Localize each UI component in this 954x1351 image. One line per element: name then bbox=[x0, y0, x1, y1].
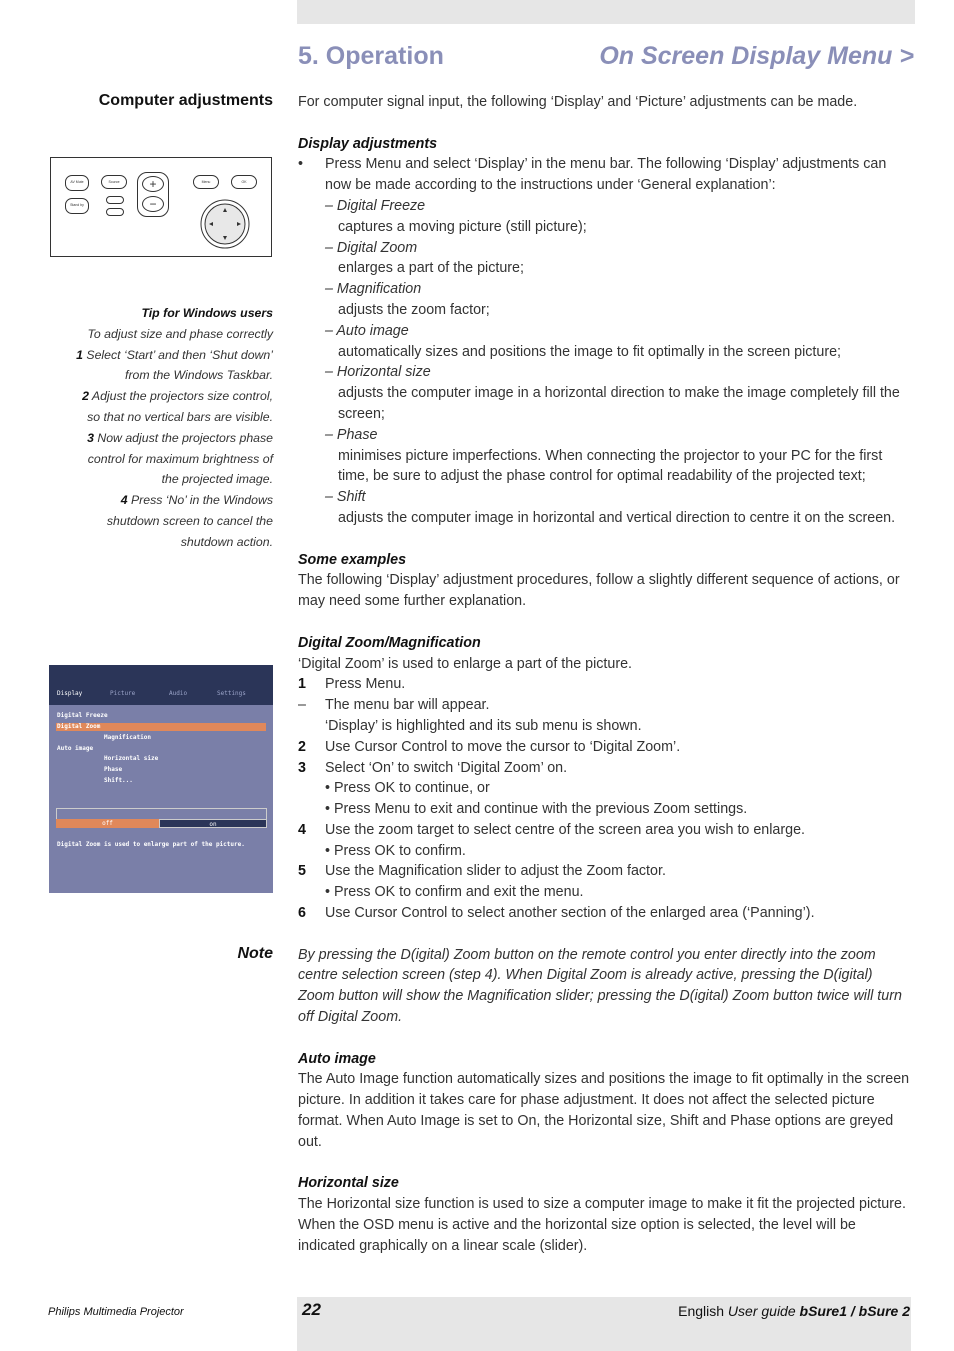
note-label: Note bbox=[237, 945, 273, 962]
horizontal-size-text: The Horizontal size function is used to size a computer image to make it fit the projected picture. When the OSD menu is active and the horizontal size option is selected, the level will be indicated graphically on a linear scale (slider). bbox=[298, 1196, 906, 1254]
osd-tab-picture: Picture bbox=[110, 690, 136, 697]
remote-control-illustration bbox=[50, 157, 272, 257]
step: 6 Use Cursor Control to select another section of the enlarged area (‘Panning’). bbox=[298, 905, 815, 922]
auto-image-text: The Auto Image function automatically sizes and positions the image to fit optimally in the screen picture. In addition it takes care for phase adjustment. It does not affect the selected picture format. When Auto Image is set to On, the Horizontal size, Shift and Phase options are greyed out. bbox=[298, 1071, 910, 1150]
footer-model: bSure1 / bSure 2 bbox=[799, 1303, 910, 1319]
osd-item: Shift... bbox=[104, 777, 133, 784]
osd-on-option: on bbox=[159, 819, 267, 828]
source-button-illustration: Source bbox=[101, 175, 127, 189]
osd-item: Phase bbox=[104, 766, 123, 773]
term: – Shift bbox=[325, 489, 366, 506]
osd-item: Digital Zoom bbox=[57, 723, 101, 730]
windows-tip bbox=[73, 303, 273, 553]
step-sub: • Press OK to confirm. bbox=[325, 842, 466, 859]
tip-step: 4 Press ‘No’ in the Windows shutdown screen to cancel the shutdown action. bbox=[106, 493, 273, 549]
term: – Magnification bbox=[325, 281, 422, 298]
step: 2 Use Cursor Control to move the cursor to ‘Digital Zoom’. bbox=[298, 738, 681, 755]
digital-zoom-intro: ‘Digital Zoom’ is used to enlarge a part of the picture. bbox=[298, 655, 633, 672]
osd-tab-audio: Audio bbox=[169, 690, 188, 697]
header-bar bbox=[297, 0, 915, 24]
small-button-illustration bbox=[106, 196, 124, 204]
osd-tab-settings: Settings bbox=[217, 690, 246, 697]
horizontal-size-heading: Horizontal size bbox=[298, 1175, 399, 1192]
minus-icon: − bbox=[142, 196, 164, 212]
tip-step: 1 Select ‘Start’ and then ‘Shut down’ from the Windows Taskbar. bbox=[76, 347, 273, 383]
examples-text: The following ‘Display’ adjustment procedures, follow a slightly different sequence of actions, or may need some further explanation. bbox=[298, 572, 900, 610]
osd-tab-display: Display bbox=[57, 690, 83, 697]
tip-intro: To adjust size and phase correctly bbox=[87, 326, 273, 341]
term: – Digital Zoom bbox=[325, 239, 418, 256]
ok-button-illustration: OK bbox=[231, 175, 257, 189]
volume-rocker-illustration bbox=[137, 172, 169, 217]
tip-step: 2 Adjust the projectors size control, so that no vertical bars are visible. bbox=[82, 389, 273, 424]
page-number: 22 bbox=[302, 1300, 321, 1319]
menu-button-illustration: Menu bbox=[193, 175, 219, 189]
subsection-title: On Screen Display Menu > bbox=[599, 42, 914, 70]
main-content bbox=[298, 92, 913, 1257]
term: – Digital Freeze bbox=[325, 197, 426, 214]
term-desc: adjusts the computer image in horizontal and vertical direction to centre it on the screen. bbox=[338, 509, 896, 526]
step-sub: • Press OK to confirm and exit the menu. bbox=[325, 884, 584, 901]
examples-heading: Some examples bbox=[298, 551, 407, 568]
term: – Phase bbox=[325, 426, 378, 443]
footer-guide bbox=[678, 1303, 910, 1319]
plus-icon: + bbox=[142, 176, 164, 192]
footer-language: English bbox=[678, 1303, 725, 1319]
osd-item: Magnification bbox=[104, 734, 151, 741]
term-desc: captures a moving picture (still picture); bbox=[338, 218, 587, 235]
cursor-control-icon bbox=[199, 198, 251, 250]
term-desc: adjusts the zoom factor; bbox=[338, 301, 490, 318]
step: 1 Press Menu. bbox=[298, 676, 406, 693]
standby-button-illustration: Stand by bbox=[65, 198, 89, 214]
display-bullet: • Press Menu and select ‘Display’ in the menu bar. The following ‘Display’ adjustments can now be made according to the instructions under ‘General explanation’: bbox=[298, 156, 887, 194]
osd-menu-bar bbox=[49, 665, 273, 705]
digital-zoom-heading: Digital Zoom/Magnification bbox=[298, 634, 481, 651]
osd-off-option: off bbox=[56, 819, 159, 828]
osd-item: Auto image bbox=[57, 745, 94, 752]
side-title: Computer adjustments bbox=[98, 92, 273, 109]
intro-text: For computer signal input, the following ‘Display’ and ‘Picture’ adjustments can be made. bbox=[298, 94, 858, 110]
osd-item: Digital Freeze bbox=[57, 712, 108, 719]
display-heading: Display adjustments bbox=[298, 135, 438, 152]
small-button-illustration bbox=[106, 208, 124, 216]
term-desc: enlarges a part of the picture; bbox=[338, 260, 524, 277]
step-sub: ‘Display’ is highlighted and its sub menu is shown. bbox=[325, 717, 642, 734]
auto-image-heading: Auto image bbox=[298, 1050, 376, 1067]
osd-help-text: Digital Zoom is used to enlarge part of the picture. bbox=[57, 841, 245, 848]
step-sub: • Press OK to continue, or bbox=[325, 780, 490, 797]
tip-step: 3 Now adjust the projectors phase control for maximum brightness of the projected image. bbox=[87, 430, 273, 487]
step-sub: • Press Menu to exit and continue with the previous Zoom settings. bbox=[325, 801, 748, 818]
osd-item: Horizontal size bbox=[104, 755, 159, 762]
term: – Auto image bbox=[325, 322, 409, 339]
term-desc: automatically sizes and positions the image to fit optimally in the screen picture; bbox=[338, 343, 842, 360]
term-desc: adjusts the computer image in a horizontal direction to make the image completely fill the screen; bbox=[338, 385, 900, 422]
step: 5 Use the Magnification slider to adjust the Zoom factor. bbox=[298, 863, 666, 880]
note-text: By pressing the D(igital) Zoom button on the remote control you enter directly into the zoom centre selection screen (step 4). When Digital Zoom is already active, pressing the D(igital) Zoom button will show the Magnification slider; pressing the D(igital) Zoom button twice will turn off Digital Zoom. bbox=[298, 946, 902, 1026]
term: – Horizontal size bbox=[325, 364, 431, 381]
osd-menu-screenshot bbox=[49, 665, 273, 893]
footer-product: Philips Multimedia Projector bbox=[48, 1306, 184, 1318]
footer-guide-label: User guide bbox=[727, 1303, 796, 1319]
step: 3 Select ‘On’ to switch ‘Digital Zoom’ on. bbox=[298, 759, 568, 776]
step: 4 Use the zoom target to select centre of the screen area you wish to enlarge. bbox=[298, 821, 805, 838]
term-desc: minimises picture imperfections. When connecting the projector to your PC for the first time, be sure to adjust the phase control for optimal readability of the projected text; bbox=[338, 447, 883, 485]
section-title: 5. Operation bbox=[298, 42, 444, 70]
tip-title: Tip for Windows users bbox=[141, 306, 273, 320]
av-mute-button-illustration: AV Mute bbox=[65, 175, 89, 191]
step-sub: – The menu bar will appear. bbox=[298, 697, 490, 714]
